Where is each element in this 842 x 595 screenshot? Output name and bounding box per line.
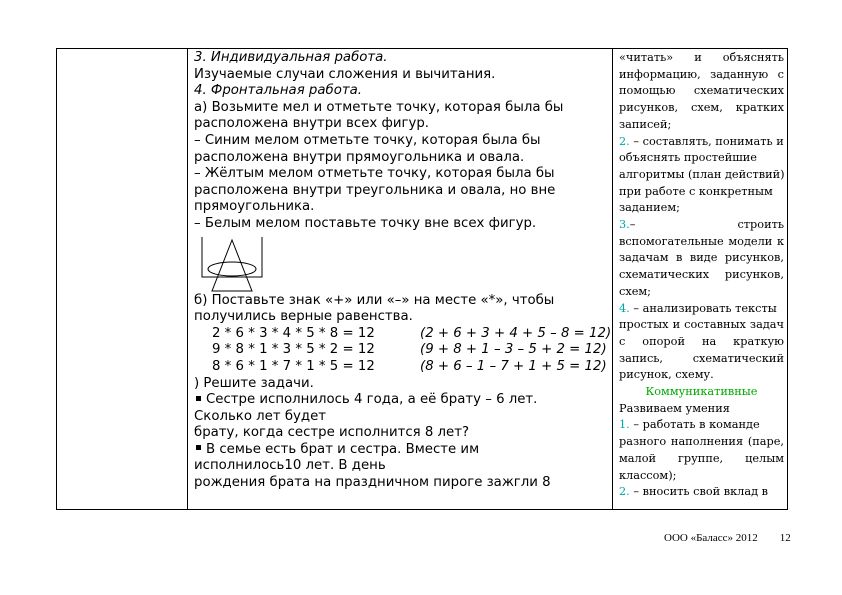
triangle-figure: [212, 240, 252, 291]
square-bullet-icon: [196, 396, 201, 401]
section-heading-frontal: 4. Фронтальная работа.: [194, 83, 362, 99]
list-item: 2. – составлять, понимать и: [619, 134, 784, 148]
text-line: малой группе, целым: [619, 451, 784, 465]
text-line: рисунков, схем, кратких: [619, 101, 784, 115]
text-line: информацию, заданную с: [619, 67, 784, 81]
page-number: 12: [779, 532, 791, 544]
equation-row: 9 * 8 * 1 * 3 * 5 * 2 = 12 (9 + 8 + 1 – 3 – 5 + 2 = 12): [212, 342, 607, 358]
text-line: объяснять простейшие: [619, 151, 757, 165]
text-line: рождения брата на праздничном пироге зажгли 8: [194, 475, 551, 491]
text-line: «читать» и объяснять: [619, 51, 784, 64]
equation-row: 2 * 6 * 3 * 4 * 5 * 8 = 12 (2 + 6 + 3 + 4 + 5 – 8 = 12): [212, 325, 612, 341]
text-line: расположена внутри треугольника и овала, но вне: [194, 182, 556, 198]
section-heading-communicative: Коммуникативные: [645, 385, 758, 399]
text-line: схематических рисунков,: [619, 268, 784, 282]
text-line: заданием;: [619, 201, 680, 215]
text-line: разного наполнения (паре,: [619, 435, 784, 449]
text-line: классом);: [619, 468, 677, 482]
rectangle-figure: [202, 237, 262, 277]
text-line: брату, когда сестре исполнится 8 лет?: [194, 425, 470, 441]
square-bullet-icon: [196, 445, 201, 450]
text-line: – Жёлтым мелом отметьте точку, которая была бы: [194, 166, 555, 182]
lesson-content-column: [194, 50, 612, 492]
skills-column: [619, 50, 784, 501]
text-line: рисунок, схему.: [619, 368, 714, 382]
text-line: при работе с конкретным: [619, 184, 773, 198]
text-line: расположена внутри всех фигур.: [194, 116, 430, 132]
column-divider-right: [612, 48, 613, 510]
text-line: вспомогательные модели к: [619, 234, 784, 248]
figures-diagram: [194, 233, 612, 293]
column-divider-left: [187, 48, 188, 510]
text-line: схем;: [619, 284, 651, 298]
list-item: 1. – работать в команде: [619, 418, 760, 432]
text-line: – Синим мелом отметьте точку, которая была бы: [194, 132, 541, 148]
text-line: ) Решите задачи.: [194, 375, 314, 391]
text-line: Развиваем умения: [619, 401, 730, 415]
list-item: Сестре исполнилось 4 года, а её брату – 6 лет.: [194, 392, 612, 409]
text-line: запись, схематический: [619, 351, 784, 365]
equation-row: 8 * 6 * 1 * 7 * 1 * 5 = 12 (8 + 6 – 1 – 7 + 1 + 5 = 12): [212, 358, 607, 374]
text-line: алгоритмы (план действий): [619, 167, 785, 181]
text-line: а) Возьмите мел и отметьте точку, которая была бы: [194, 99, 564, 115]
list-item: 3.– строить: [619, 218, 784, 232]
section-heading-individual: 3. Индивидуальная работа.: [194, 50, 388, 65]
text-line: – Белым мелом поставьте точку вне всех фигур.: [194, 215, 537, 231]
text-line: прямоугольника.: [194, 199, 315, 215]
publisher-label: ООО «Баласс» 2012: [664, 532, 758, 544]
text-line: исполнилось10 лет. В день: [194, 458, 386, 474]
text-line: простых и составных задач: [619, 318, 784, 332]
text-line: Изучаемые случаи сложения и вычитания.: [194, 66, 496, 82]
page-footer: [664, 532, 791, 544]
list-item: 2. – вносить свой вклад в: [619, 485, 768, 499]
text-line: с опорой на краткую: [619, 334, 784, 348]
text-line: помощью схематических: [619, 84, 784, 98]
list-item: В семье есть брат и сестра. Вместе им: [194, 442, 612, 459]
text-line: записей;: [619, 117, 672, 131]
text-line: б) Поставьте знак «+» или «–» на месте «*», чтобы: [194, 292, 555, 308]
text-line: расположена внутри прямоугольника и овала.: [194, 149, 525, 165]
text-line: задачам в виде рисунков,: [619, 251, 784, 265]
list-item: 4. – анализировать тексты: [619, 301, 777, 315]
text-line: Сколько лет будет: [194, 408, 327, 424]
oval-figure: [208, 262, 256, 276]
text-line: получились верные равенства.: [194, 309, 413, 325]
